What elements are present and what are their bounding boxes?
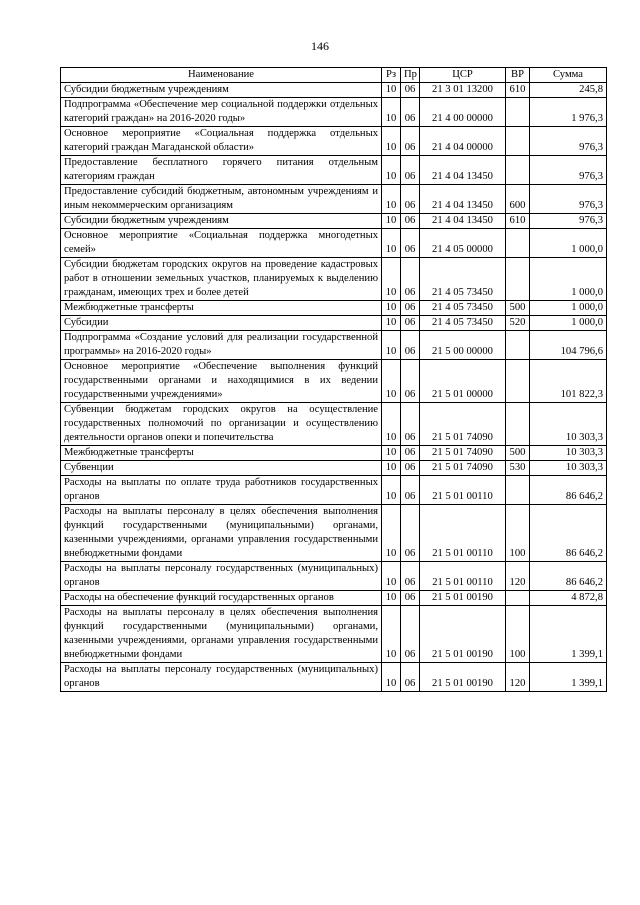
column-header-vr: ВР [506, 68, 530, 83]
table-row [61, 127, 607, 156]
row-vr [506, 331, 530, 360]
row-vr: 100 [506, 606, 530, 663]
row-vr: 610 [506, 83, 530, 98]
row-pr: 06 [401, 360, 420, 403]
row-vr: 600 [506, 185, 530, 214]
row-sum: 10 303,3 [530, 461, 607, 476]
row-csr: 21 4 04 00000 [420, 127, 506, 156]
column-header-csr: ЦСР [420, 68, 506, 83]
table-row [61, 476, 607, 505]
row-sum: 104 796,6 [530, 331, 607, 360]
row-rz: 10 [382, 461, 401, 476]
row-vr [506, 98, 530, 127]
row-sum: 1 399,1 [530, 606, 607, 663]
row-rz: 10 [382, 156, 401, 185]
row-pr: 06 [401, 461, 420, 476]
row-name: Расходы на выплаты персоналу государственных (муниципальных) органов [61, 663, 382, 692]
row-csr: 21 4 04 13450 [420, 156, 506, 185]
row-vr: 530 [506, 461, 530, 476]
row-pr: 06 [401, 98, 420, 127]
row-csr: 21 5 01 00190 [420, 663, 506, 692]
row-rz: 10 [382, 446, 401, 461]
row-csr: 21 4 05 00000 [420, 229, 506, 258]
row-name: Предоставление бесплатного горячего питания отдельным категориям граждан [61, 156, 382, 185]
table-header-row [61, 68, 607, 83]
row-name: Подпрограмма «Обеспечение мер социальной поддержки отдельных категорий граждан» на 2016-2020 годы» [61, 98, 382, 127]
row-vr [506, 360, 530, 403]
row-vr [506, 258, 530, 301]
table-row [61, 229, 607, 258]
row-name: Расходы на выплаты персоналу государственных (муниципальных) органов [61, 562, 382, 591]
row-sum: 1 399,1 [530, 663, 607, 692]
row-name: Субвенции [61, 461, 382, 476]
row-sum: 1 000,0 [530, 301, 607, 316]
row-pr: 06 [401, 446, 420, 461]
row-sum: 1 000,0 [530, 258, 607, 301]
row-vr [506, 156, 530, 185]
row-rz: 10 [382, 663, 401, 692]
column-header-sum: Сумма [530, 68, 607, 83]
page-number: 146 [311, 39, 329, 53]
row-csr: 21 3 01 13200 [420, 83, 506, 98]
row-pr: 06 [401, 301, 420, 316]
table-row [61, 591, 607, 606]
row-rz: 10 [382, 301, 401, 316]
row-rz: 10 [382, 316, 401, 331]
row-name: Основное мероприятие «Социальная поддержка многодетных семей» [61, 229, 382, 258]
row-pr: 06 [401, 185, 420, 214]
row-name: Расходы на выплаты по оплате труда работников государственных органов [61, 476, 382, 505]
row-sum: 1 976,3 [530, 98, 607, 127]
row-sum: 245,8 [530, 83, 607, 98]
row-csr: 21 5 01 00110 [420, 476, 506, 505]
row-name: Предоставление субсидий бюджетным, автономным учреждениям и иным некоммерческим организациям [61, 185, 382, 214]
row-pr: 06 [401, 156, 420, 185]
row-rz: 10 [382, 591, 401, 606]
row-rz: 10 [382, 476, 401, 505]
row-vr [506, 127, 530, 156]
row-pr: 06 [401, 476, 420, 505]
row-vr [506, 229, 530, 258]
row-name: Межбюджетные трансферты [61, 446, 382, 461]
row-name: Расходы на выплаты персоналу в целях обеспечения выполнения функций государственными (муниципальными) органами, казенными учреждениями, органами управления государственными внебюджетными фондами [61, 606, 382, 663]
row-name: Субсидии бюджетным учреждениям [61, 214, 382, 229]
row-pr: 06 [401, 403, 420, 446]
row-pr: 06 [401, 562, 420, 591]
row-sum: 976,3 [530, 156, 607, 185]
row-vr: 120 [506, 663, 530, 692]
row-vr: 500 [506, 301, 530, 316]
row-rz: 10 [382, 562, 401, 591]
row-vr: 610 [506, 214, 530, 229]
row-rz: 10 [382, 214, 401, 229]
row-name: Субвенции бюджетам городских округов на осуществление государственных полномочий по организации и осуществлению деятельности органов опеки и попечительства [61, 403, 382, 446]
table-row [61, 156, 607, 185]
row-csr: 21 5 01 00000 [420, 360, 506, 403]
row-csr: 21 5 01 00190 [420, 606, 506, 663]
row-pr: 06 [401, 606, 420, 663]
row-rz: 10 [382, 360, 401, 403]
row-vr: 500 [506, 446, 530, 461]
row-pr: 06 [401, 591, 420, 606]
table-row [61, 83, 607, 98]
table-row [61, 214, 607, 229]
row-vr: 120 [506, 562, 530, 591]
row-csr: 21 5 00 00000 [420, 331, 506, 360]
row-pr: 06 [401, 83, 420, 98]
row-pr: 06 [401, 127, 420, 156]
row-csr: 21 5 01 74090 [420, 461, 506, 476]
row-sum: 976,3 [530, 127, 607, 156]
row-sum: 1 000,0 [530, 316, 607, 331]
table-row [61, 505, 607, 562]
column-header-pr: Пр [401, 68, 420, 83]
row-pr: 06 [401, 316, 420, 331]
table-row [61, 446, 607, 461]
row-rz: 10 [382, 127, 401, 156]
row-rz: 10 [382, 403, 401, 446]
row-rz: 10 [382, 98, 401, 127]
row-csr: 21 4 04 13450 [420, 214, 506, 229]
table-row [61, 360, 607, 403]
row-rz: 10 [382, 331, 401, 360]
row-pr: 06 [401, 331, 420, 360]
row-csr: 21 5 01 00110 [420, 505, 506, 562]
row-name: Основное мероприятие «Обеспечение выполнения функций государственными органами и находящимися в их ведении государственными учреждениями» [61, 360, 382, 403]
row-rz: 10 [382, 258, 401, 301]
table-row [61, 316, 607, 331]
row-name: Субсидии [61, 316, 382, 331]
column-header-rz: Рз [382, 68, 401, 83]
budget-table [60, 67, 607, 692]
table-row [61, 663, 607, 692]
column-header-name: Наименование [61, 68, 382, 83]
row-csr: 21 4 05 73450 [420, 316, 506, 331]
row-csr: 21 4 05 73450 [420, 258, 506, 301]
row-name: Подпрограмма «Создание условий для реализации государственной программы» на 2016-2020 годы» [61, 331, 382, 360]
row-vr: 100 [506, 505, 530, 562]
row-sum: 4 872,8 [530, 591, 607, 606]
row-name: Расходы на выплаты персоналу в целях обеспечения выполнения функций государственными (муниципальными) органами, казенными учреждениями, органами управления государственными внебюджетными фондами [61, 505, 382, 562]
table-row [61, 301, 607, 316]
row-sum: 10 303,3 [530, 446, 607, 461]
table-row [61, 403, 607, 446]
row-sum: 101 822,3 [530, 360, 607, 403]
row-pr: 06 [401, 214, 420, 229]
row-sum: 10 303,3 [530, 403, 607, 446]
row-sum: 976,3 [530, 185, 607, 214]
table-row [61, 606, 607, 663]
row-csr: 21 5 01 74090 [420, 446, 506, 461]
row-csr: 21 4 04 13450 [420, 185, 506, 214]
row-name: Основное мероприятие «Социальная поддержка отдельных категорий граждан Магаданской области» [61, 127, 382, 156]
row-csr: 21 4 00 00000 [420, 98, 506, 127]
row-sum: 86 646,2 [530, 562, 607, 591]
row-pr: 06 [401, 505, 420, 562]
row-pr: 06 [401, 258, 420, 301]
row-sum: 86 646,2 [530, 505, 607, 562]
row-csr: 21 5 01 00110 [420, 562, 506, 591]
row-rz: 10 [382, 505, 401, 562]
table-row [61, 461, 607, 476]
row-vr [506, 476, 530, 505]
row-csr: 21 5 01 00190 [420, 591, 506, 606]
row-vr [506, 591, 530, 606]
row-pr: 06 [401, 229, 420, 258]
row-rz: 10 [382, 229, 401, 258]
row-rz: 10 [382, 606, 401, 663]
row-vr: 520 [506, 316, 530, 331]
row-csr: 21 5 01 74090 [420, 403, 506, 446]
row-name: Межбюджетные трансферты [61, 301, 382, 316]
row-sum: 1 000,0 [530, 229, 607, 258]
table-row [61, 562, 607, 591]
table-row [61, 331, 607, 360]
row-sum: 976,3 [530, 214, 607, 229]
row-name: Расходы на обеспечение функций государственных органов [61, 591, 382, 606]
table-row [61, 258, 607, 301]
row-sum: 86 646,2 [530, 476, 607, 505]
table-row [61, 185, 607, 214]
row-name: Субсидии бюджетным учреждениям [61, 83, 382, 98]
table-row [61, 98, 607, 127]
table-body [61, 83, 607, 692]
row-pr: 06 [401, 663, 420, 692]
row-csr: 21 4 05 73450 [420, 301, 506, 316]
row-name: Субсидии бюджетам городских округов на проведение кадастровых работ в отношении земельных участков, планируемых к выделению гражданам, имеющих трех и более детей [61, 258, 382, 301]
row-vr [506, 403, 530, 446]
row-rz: 10 [382, 83, 401, 98]
row-rz: 10 [382, 185, 401, 214]
